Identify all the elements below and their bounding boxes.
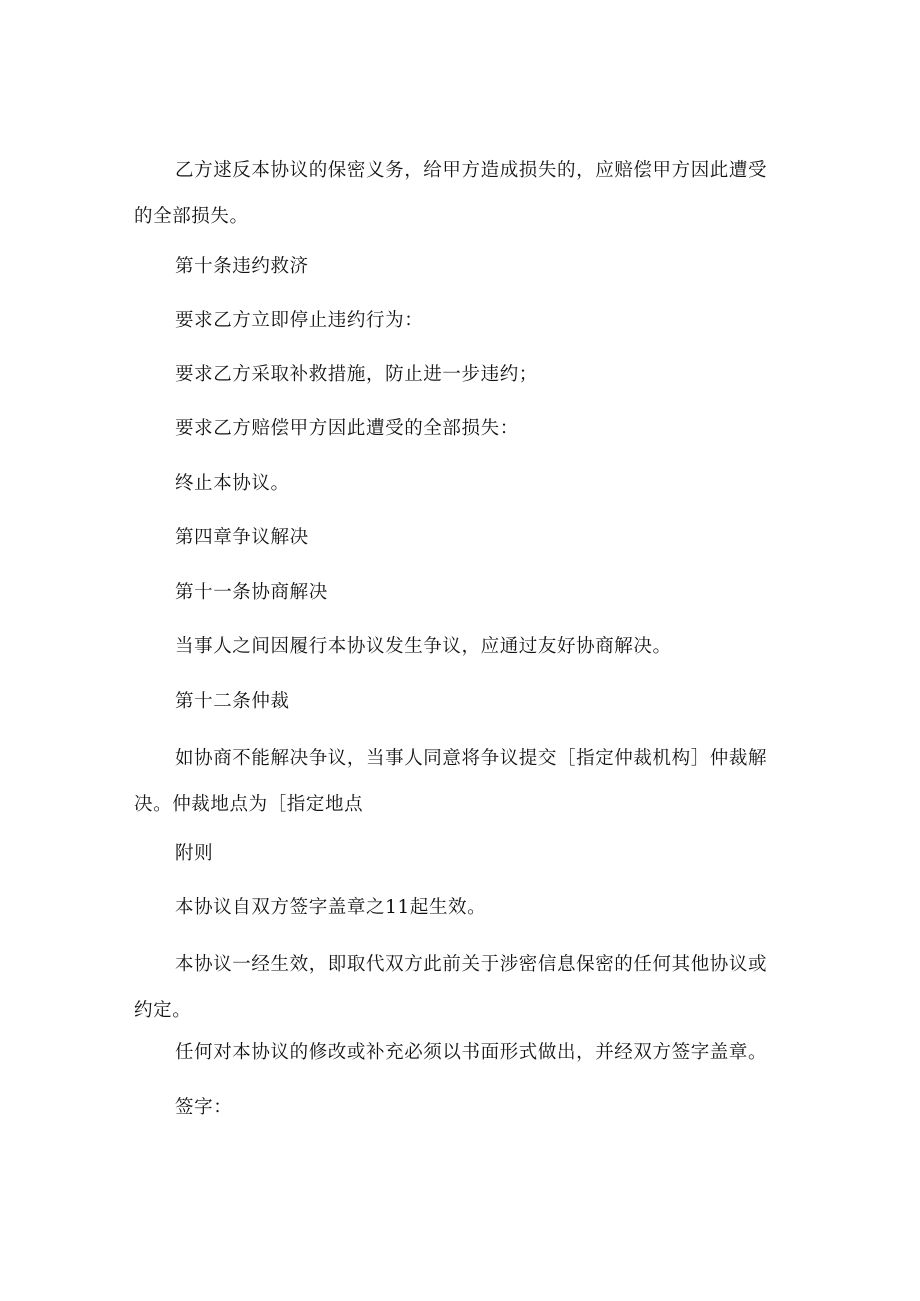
paragraph-arbitration: 如协商不能解决争议，当事人同意将争议提交［指定仲裁机构］仲裁解决。仲裁地点为［指定地点 xyxy=(134,748,768,815)
heading-article-11: 第十一条协商解决 xyxy=(175,582,328,603)
paragraph-effective-date: 本协议自双方签字盖章之11起生效。 xyxy=(175,897,487,918)
paragraph-breach-liability: 乙方逑反本协议的保密义务，给甲方造成损失的，应赔偿甲方因此遭受的全部损失。 xyxy=(134,160,768,227)
paragraph-amendments: 任何对本协议的修改或补充必须以书面形式做出，并经双方签字盖章。 xyxy=(175,1042,768,1063)
remedy-item-stop: 要求乙方立即停止违约行为： xyxy=(175,310,424,331)
paragraph-negotiation: 当事人之间因履行本协议发生争议，应通过友好协商解决。 xyxy=(175,636,672,657)
remedy-item-terminate: 终止本协议。 xyxy=(175,473,290,494)
heading-article-10: 第十条违约救济 xyxy=(175,256,309,277)
paragraph-supersedes: 本协议一经生效，即取代双方此前关于涉密信息保密的任何其他协议或约定。 xyxy=(134,954,768,1021)
signature-label: 签字： xyxy=(175,1097,233,1118)
remedy-item-compensate: 要求乙方赔偿甲方因此遭受的全部损失： xyxy=(175,418,519,439)
heading-chapter-4: 第四章争议解决 xyxy=(175,527,309,548)
heading-article-12: 第十二条仲裁 xyxy=(175,691,290,712)
heading-supplementary: 附则 xyxy=(175,843,214,864)
remedy-item-remediate: 要求乙方采取补救措施，防止进一步违约； xyxy=(175,364,538,385)
